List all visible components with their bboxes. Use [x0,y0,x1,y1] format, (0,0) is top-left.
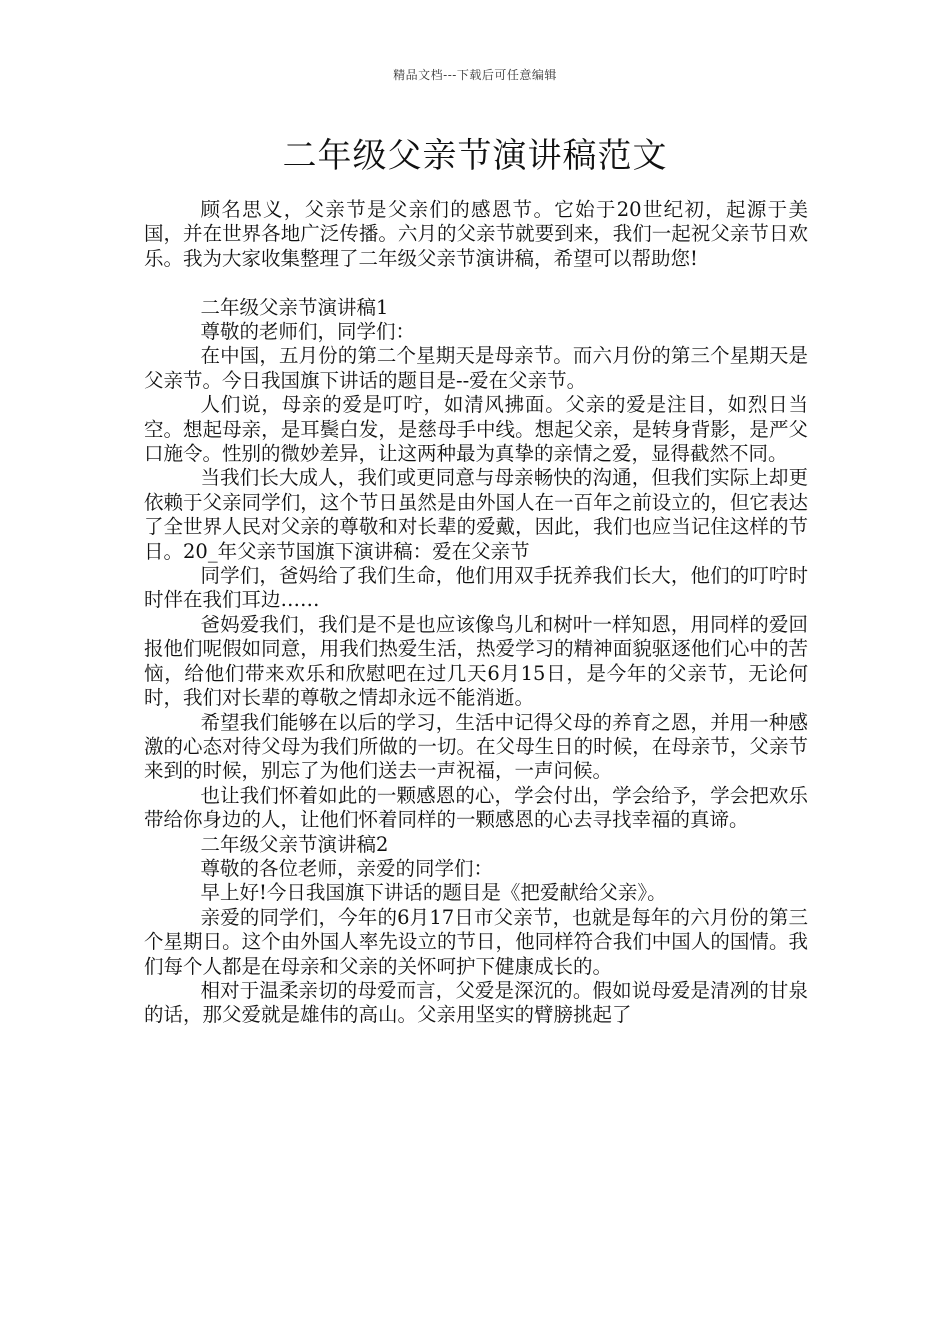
section-heading-2: 二年级父亲节演讲稿2 [200,832,389,856]
paragraph: 希望我们能够在以后的学习，生活中记得父母的养育之恩，并用一种感激的心态对待父母为我们所做的一切。在父母生日的时候，在母亲节，父亲节来到的时候，别忘了为他们送去一声祝福，一声问候。 [144,710,808,783]
paragraph: 相对于温柔亲切的母爱而言，父爱是深沉的。假如说母爱是清冽的甘泉的话，那父爱就是雄伟的高山。父亲用坚实的臂膀挑起了 [144,978,808,1027]
paragraph: 同学们，爸妈给了我们生命，他们用双手抚养我们长大，他们的叮咛时时伴在我们耳边…… [144,564,808,612]
header-note: 精品文档---下载后可任意编辑 [393,68,557,82]
paragraph: 亲爱的同学们，今年的6月17日市父亲节，也就是每年的六月份的第三个星期日。这个由外国人率先设立的节日，他同样符合我们中国人的国情。我们每个人都是在母亲和父亲的关怀呵护下健康成长的。 [144,905,808,978]
paragraph: 在中国，五月份的第二个星期天是母亲节。而六月份的第三个星期天是父亲节。今日我国旗下讲话的题目是--爱在父亲节。 [144,344,808,392]
paragraph: 当我们长大成人，我们或更同意与母亲畅快的沟通，但我们实际上却更依赖于父亲同学们，这个节日虽然是由外国人在一百年之前设立的，但它表达了全世界人民对父亲的尊敬和对长辈的爱戴，因此，我们也应当记住这样的节日。20_年父亲节国旗下演讲稿：爱在父亲节 [144,466,808,563]
section-heading-1: 二年级父亲节演讲稿1 [200,295,389,319]
page-title: 二年级父亲节演讲稿范文 [282,136,668,176]
intro-paragraph: 顾名思义，父亲节是父亲们的感恩节。它始于20世纪初，起源于美国，并在世界各地广泛传播。六月的父亲节就要到来，我们一起祝父亲节日欢乐。我为大家收集整理了二年级父亲节演讲稿，希望可以帮助您! [144,198,808,270]
paragraph: 也让我们怀着如此的一颗感恩的心，学会付出，学会给予，学会把欢乐带给你身边的人，让他们怀着同样的一颗感恩的心去寻找幸福的真谛。 [144,783,808,832]
salutation-2: 尊敬的各位老师，亲爱的同学们： [200,856,494,880]
paragraph: 人们说，母亲的爱是叮咛，如清风拂面。父亲的爱是注目，如烈日当空。想起母亲，是耳鬓白发，是慈母手中线。想起父亲，是转身背影，是严父口施令。性别的微妙差异，让这两种最为真挚的亲情之爱，显得截然不同。 [144,393,808,466]
paragraph: 爸妈爱我们，我们是不是也应该像鸟儿和树叶一样知恩，用同样的爱回报他们呢假如同意，用我们热爱生活，热爱学习的精神面貌驱逐他们心中的苦恼，给他们带来欢乐和欣慰吧在过几天6月15日，是今年的父亲节，无论何时，我们对长辈的尊敬之情却永远不能消逝。 [144,612,808,710]
document-body [144,198,808,1028]
salutation-1: 尊敬的老师们，同学们： [200,320,416,344]
paragraph: 早上好!今日我国旗下讲话的题目是《把爱献给父亲》。 [200,881,667,905]
